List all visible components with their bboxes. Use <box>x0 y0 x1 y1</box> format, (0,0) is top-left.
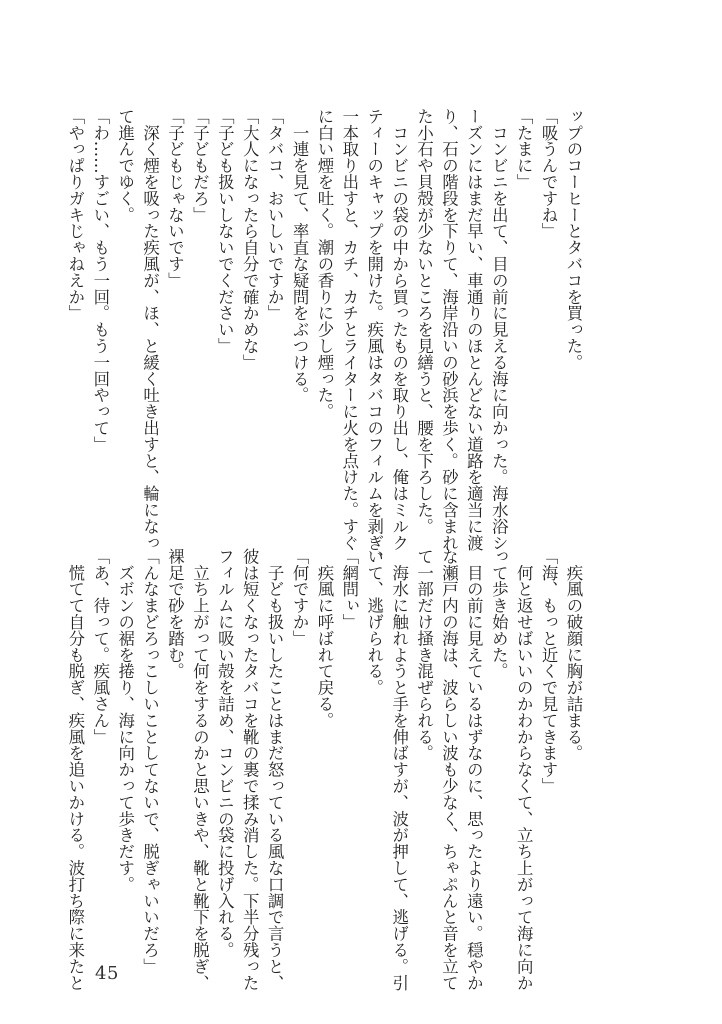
text-line: 疾風の破顔に胸が詰まる。 <box>564 548 583 762</box>
text-line: 「たまに」 <box>514 108 534 190</box>
text-line: コンビニの袋の中から買ったものを取り出し、俺はミルク <box>389 108 409 551</box>
text-line: 「吸うんですね」 <box>539 108 559 240</box>
text-line: ップのコーヒーとタバコを買った。 <box>564 108 583 371</box>
text-line: コンビニを出て、目の前に見える海に向かった。海水浴シ <box>489 108 509 551</box>
text-line: 深く煙を吸った疾風が、ほ、と緩く吐き出すと、輪になっ <box>140 108 160 551</box>
text-line: に白い煙を吐く。潮の香りに少し煙った。 <box>314 108 334 420</box>
text-line: 「海、もっと近くで見てきます」 <box>539 548 559 794</box>
text-line: 「何ですか」 <box>290 548 310 647</box>
text-line: 慌てて自分も脱ぎ、疾風を追いかける。波打ち際に来たと <box>65 548 85 991</box>
text-line: 一連を見て、率直な疑問をぶつける。 <box>290 108 310 404</box>
text-line: 立ち上がって何をするのかと思いきや、靴と靴下を脱ぎ、 <box>190 548 210 991</box>
text-line: な瀬戸内の海は、波らしい波も少なく、ちゃぷんと音を立て <box>439 548 459 991</box>
text-line: 一本取り出すと、カチ、カチとライターに火を点けた。すぐ <box>339 108 359 551</box>
text-line: り、石の階段を下りて、海岸沿いの砂浜を歩く。砂に含まれ <box>439 108 459 551</box>
text-line: 何と返せばいいのかわからなくて、立ち上がって海に向か <box>514 548 534 991</box>
text-line: 疾風に呼ばれて戻る。 <box>314 548 334 729</box>
text-line: 「わ……すごい、もう一回。もう一回やって」 <box>90 108 110 453</box>
text-line: ズボンの裾を捲り、海に向かって歩きだす。 <box>115 548 135 893</box>
text-line: 裸足で砂を踏む。 <box>165 548 185 680</box>
text-line: 子ども扱いしたことはまだ怒っている風な口調で言うと、 <box>265 548 285 991</box>
text-line: ティーのキャップを開けた。疾風はタバコのフィルムを剥ぎ、 <box>364 108 384 568</box>
text-line: って歩き始めた。 <box>489 548 509 680</box>
page-number: 45 <box>95 963 119 984</box>
text-line: 「タバコ、おいしいですか」 <box>265 108 285 322</box>
text-line: 「大人になったら自分で確かめな」 <box>240 108 260 371</box>
text-line: ーズンにはまだ早い、車通りのほとんどない道路を適当に渡 <box>464 108 484 551</box>
text-line: フィルムに吸い殻を詰め、コンビニの袋に投げ入れる。 <box>215 548 235 958</box>
text-line: 海水に触れようと手を伸ばすが、波が押して、逃げる。引 <box>389 548 409 991</box>
text-line: いて、逃げられる。 <box>364 548 384 696</box>
text-line: 「子どもだろ」 <box>190 108 210 223</box>
text-line: 彼は短くなったタバコを靴の裏で揉み消した。下半分残った <box>240 548 260 991</box>
text-line: 「んなまどろっこしいことしてないで、脱ぎゃいいだろ」 <box>140 548 160 975</box>
text-line: て一部だけ掻き混ぜられる。 <box>414 548 434 762</box>
text-line: た小石や貝殻が少ないところを見繕うと、腰を下ろした。 <box>414 108 434 535</box>
text-line: て進んでゆく。 <box>115 108 135 223</box>
text-line: 「子どもじゃないです」 <box>165 108 185 289</box>
text-line: 目の前に見えているはずなのに、思ったより遠い。穏やか <box>464 548 484 991</box>
text-block-upper <box>65 108 585 568</box>
text-line: 「やっぱりガキじゃねえか」 <box>65 108 85 322</box>
text-line: 「あ、待って。疾風さん」 <box>90 548 110 745</box>
text-line: 「網問ぃ」 <box>339 548 359 630</box>
text-line: 「子ども扱いしないでください」 <box>215 108 235 354</box>
